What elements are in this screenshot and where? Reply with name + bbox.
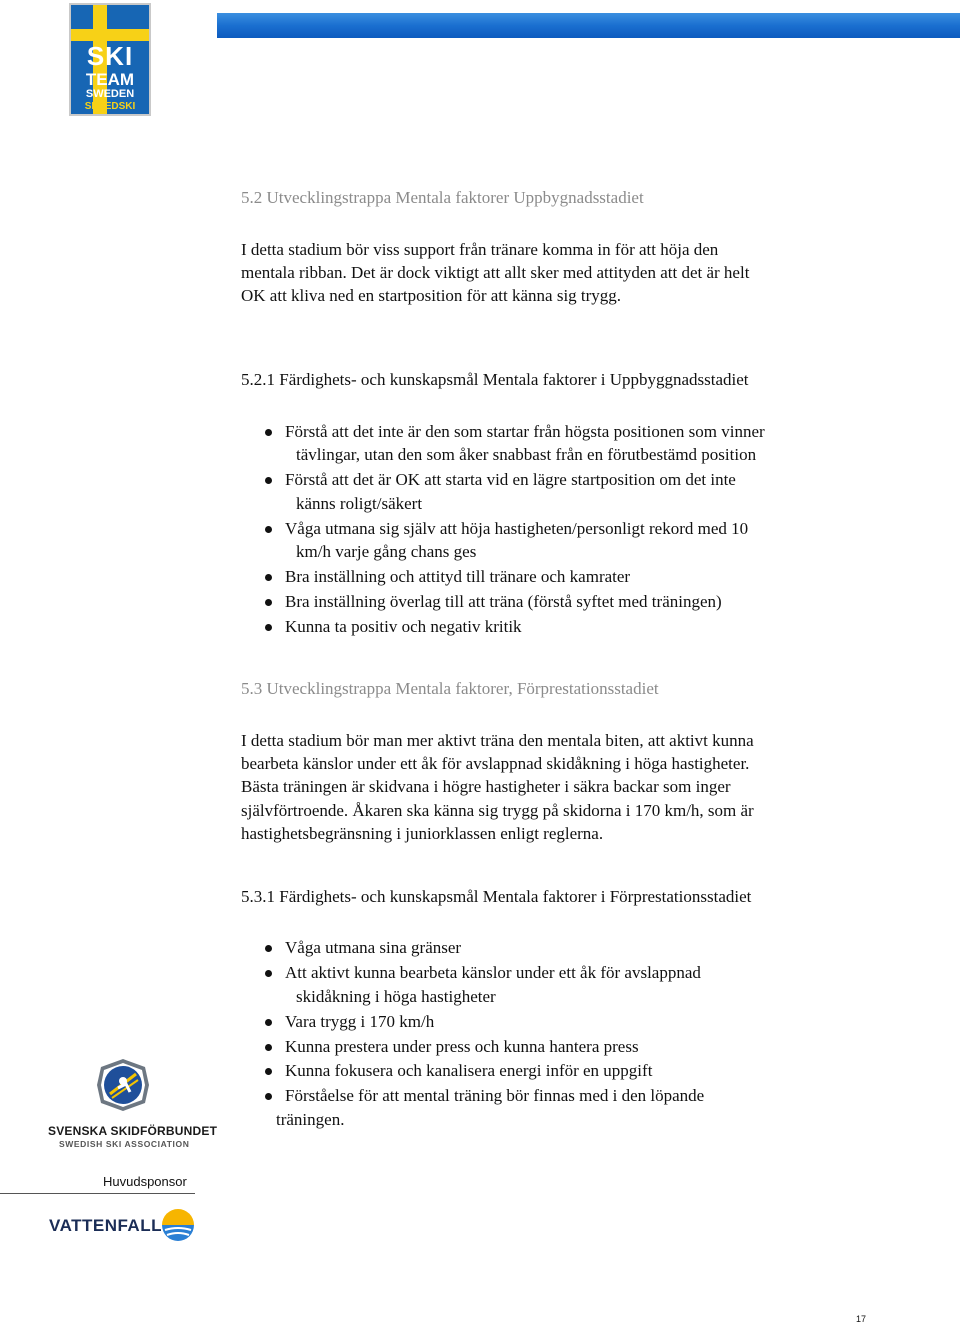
bullet-dot bbox=[265, 945, 272, 952]
section-5-3-paragraph-line: bearbeta känslor under ett åk för avslappnad skidåkning i höga hastigheter. bbox=[241, 754, 750, 773]
section-5-2-1-heading: 5.2.1 Färdighets- och kunskapsmål Mentala faktorer i Uppbyggnadsstadiet bbox=[241, 370, 749, 389]
section-5-3-heading: 5.3 Utvecklingstrappa Mentala faktorer, Förprestationsstadiet bbox=[241, 679, 659, 698]
section-5-2-paragraph-line: mentala ribban. Det är dock viktigt att allt sker med attityden att det är helt bbox=[241, 263, 750, 282]
header-band bbox=[217, 13, 960, 38]
bullet-dot bbox=[265, 624, 272, 631]
sponsor-divider bbox=[0, 1193, 195, 1194]
bullet-dot bbox=[265, 1044, 272, 1051]
bullet-dot bbox=[265, 970, 272, 977]
list-item: Kunna ta positiv och negativ kritik bbox=[285, 617, 522, 636]
list-item: Förståelse för att mental träning bör finnas med i den löpande bbox=[285, 1086, 705, 1105]
ski-association-subtitle: SWEDISH SKI ASSOCIATION bbox=[59, 1139, 190, 1149]
bullet-dot bbox=[265, 526, 272, 533]
list-item: Bra inställning överlag till att träna (förstå syftet med träningen) bbox=[285, 592, 722, 611]
logo-text-team: TEAM bbox=[85, 70, 135, 89]
list-item: Våga utmana sina gränser bbox=[285, 938, 462, 957]
section-5-3-paragraph-line: I detta stadium bör man mer aktivt träna den mentala biten, att aktivt kunna bbox=[241, 731, 754, 750]
logo-text-sweden: SWEDEN bbox=[85, 88, 135, 100]
bullet-dot bbox=[265, 477, 272, 484]
ski-association-emblem-icon bbox=[96, 1058, 150, 1112]
section-5-2-heading: 5.2 Utvecklingstrappa Mentala faktorer Uppbygnadsstadiet bbox=[241, 188, 644, 207]
list-item: Våga utmana sig själv att höja hastigheten/personligt rekord med 10 bbox=[285, 519, 749, 538]
list-item: Bra inställning och attityd till tränare och kamrater bbox=[285, 567, 631, 586]
list-item-continuation: km/h varje gång chans ges bbox=[296, 542, 477, 561]
list-item-continuation: träningen. bbox=[276, 1110, 345, 1129]
list-item: Förstå att det inte är den som startar från högsta positionen som vinner bbox=[285, 422, 765, 441]
list-item: Vara trygg i 170 km/h bbox=[285, 1012, 435, 1031]
ski-team-sweden-logo bbox=[69, 3, 151, 116]
list-item: Kunna fokusera och kanalisera energi inför en uppgift bbox=[285, 1061, 653, 1080]
section-5-3-paragraph-line: hastighetsbegränsning i juniorklassen enligt reglerna. bbox=[241, 824, 604, 843]
bullet-dot bbox=[265, 574, 272, 581]
logo-text-speedski: SPEEDSKI bbox=[84, 101, 136, 112]
bullet-dot bbox=[265, 1068, 272, 1075]
list-item: Förstå att det är OK att starta vid en lägre startposition om det inte bbox=[285, 470, 736, 489]
vattenfall-sun-icon bbox=[161, 1208, 195, 1242]
sponsor-label: Huvudsponsor bbox=[103, 1174, 187, 1189]
logo-flag-cross-horizontal bbox=[71, 29, 149, 41]
bullet-dot bbox=[265, 1093, 272, 1100]
sponsor-name: VATTENFALL bbox=[49, 1216, 162, 1235]
ski-association-name: SVENSKA SKIDFÖRBUNDET bbox=[48, 1124, 218, 1138]
logo-text-ski: SKI bbox=[86, 41, 134, 71]
section-5-3-1-heading: 5.3.1 Färdighets- och kunskapsmål Mentala faktorer i Förprestationsstadiet bbox=[241, 887, 752, 906]
list-item-continuation: tävlingar, utan den som åker snabbast från en förutbestämd position bbox=[296, 445, 757, 464]
section-5-2-paragraph-line: I detta stadium bör viss support från tränare komma in för att höja den bbox=[241, 240, 719, 259]
bullet-dot bbox=[265, 429, 272, 436]
list-item: Att aktivt kunna bearbeta känslor under ett åk för avslappnad bbox=[285, 963, 701, 982]
list-item-continuation: känns roligt/säkert bbox=[296, 494, 423, 513]
bullet-dot bbox=[265, 599, 272, 606]
section-5-3-paragraph-line: Bästa träningen är skidvana i högre hastigheter i säkra backar som inger bbox=[241, 777, 731, 796]
page-number: 17 bbox=[856, 1314, 867, 1324]
list-item: Kunna prestera under press och kunna hantera press bbox=[285, 1037, 639, 1056]
list-item-continuation: skidåkning i höga hastigheter bbox=[296, 987, 496, 1006]
section-5-2-paragraph-line: OK att kliva ned en startposition för att känna sig trygg. bbox=[241, 286, 622, 305]
section-5-3-paragraph-line: självförtroende. Åkaren ska känna sig trygg på skidorna i 170 km/h, som är bbox=[241, 801, 754, 820]
bullet-dot bbox=[265, 1019, 272, 1026]
